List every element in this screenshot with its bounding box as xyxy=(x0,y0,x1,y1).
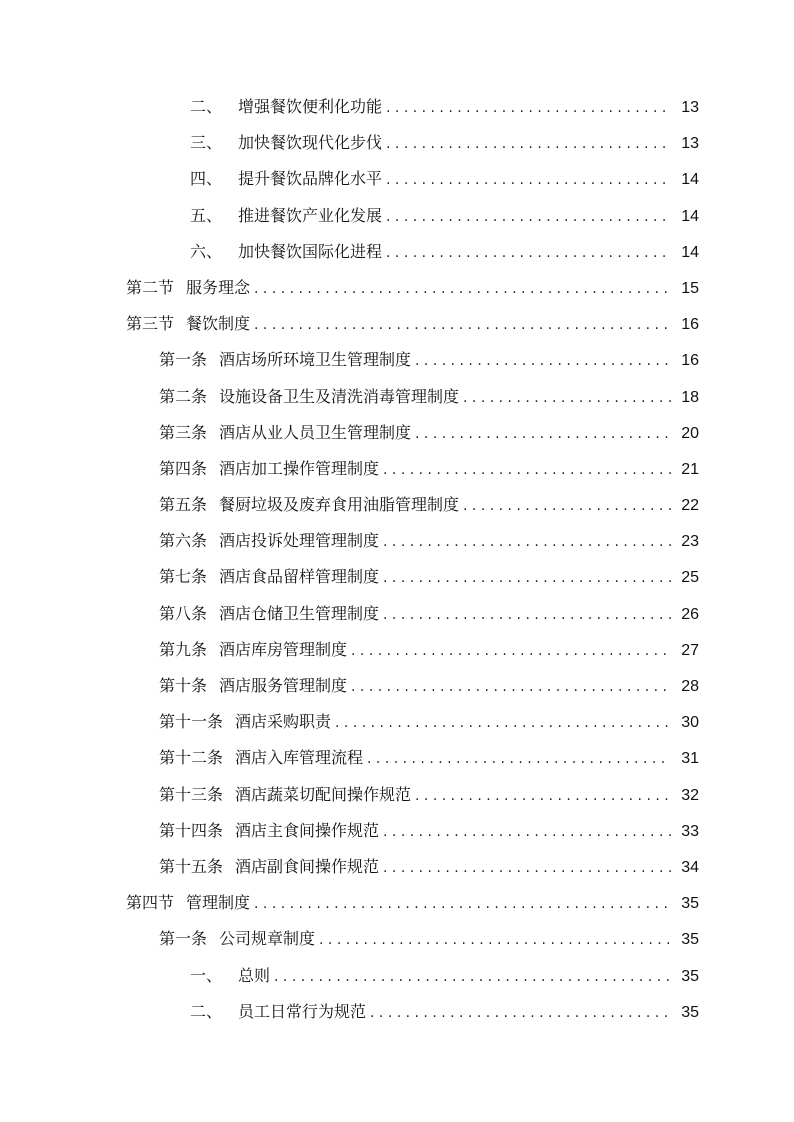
toc-entry[interactable] xyxy=(0,994,794,1030)
toc-dot-leader xyxy=(383,597,671,633)
toc-entry[interactable] xyxy=(0,958,794,994)
toc-dot-leader xyxy=(351,669,671,705)
toc-entry-label xyxy=(190,198,382,234)
toc-entry-number: 第十四条 xyxy=(159,820,224,840)
toc-entry-title: 酒店服务管理制度 xyxy=(219,676,348,695)
toc-entry-title: 酒店食品留样管理制度 xyxy=(219,567,380,587)
toc-entry[interactable] xyxy=(0,487,794,523)
toc-entry-title: 酒店副食间操作规范 xyxy=(235,856,380,876)
toc-entry-title: 推进餐饮产业化发展 xyxy=(238,205,383,225)
toc-entry-title: 酒店采购职责 xyxy=(235,712,332,732)
toc-dot-leader xyxy=(383,850,671,886)
toc-entry-number: 第十二条 xyxy=(159,748,224,768)
toc-dot-leader xyxy=(351,633,671,669)
toc-entry[interactable] xyxy=(0,740,794,776)
toc-entry-number: 第九条 xyxy=(159,639,208,659)
toc-page-number: 15 xyxy=(681,279,699,297)
toc-entry[interactable] xyxy=(0,451,794,487)
toc-dot-leader xyxy=(386,235,671,271)
toc-dot-leader xyxy=(415,343,671,379)
toc-entry-title: 酒店主食间操作规范 xyxy=(235,820,380,840)
toc-page-number: 16 xyxy=(681,352,699,370)
toc-entry-label xyxy=(159,849,379,885)
toc-page-number: 35 xyxy=(681,1003,699,1021)
toc-entry-title: 酒店蔬菜切配间操作规范 xyxy=(235,784,412,804)
toc-entry-label xyxy=(126,270,250,306)
toc-entry-title: 公司规章制度 xyxy=(219,929,316,949)
toc-dot-leader xyxy=(463,488,671,524)
toc-entry-title: 酒店库房管理制度 xyxy=(219,639,348,659)
toc-entry-title: 酒店仓储卫生管理制度 xyxy=(219,603,380,623)
toc-entry-title: 增强餐饮便利化功能 xyxy=(238,97,383,116)
toc-dot-leader xyxy=(367,741,671,777)
toc-page-number: 35 xyxy=(681,967,699,985)
toc-entry-number: 四、 xyxy=(190,169,223,189)
toc-entry-label xyxy=(190,89,382,125)
toc-entry[interactable] xyxy=(0,704,794,740)
toc-dot-leader xyxy=(383,814,671,850)
toc-entry-title: 服务理念 xyxy=(186,277,251,297)
toc-entry-label xyxy=(190,125,382,161)
toc-page-number: 33 xyxy=(681,822,699,840)
toc-dot-leader xyxy=(370,995,671,1031)
toc-entry-label xyxy=(190,958,270,994)
toc-entry-number: 第七条 xyxy=(159,567,208,587)
toc-page-number: 26 xyxy=(681,605,699,623)
toc-page-number: 13 xyxy=(681,99,699,116)
toc-entry-number: 第三节 xyxy=(126,314,175,334)
toc-entry-number: 一、 xyxy=(190,965,223,985)
toc-entry-label xyxy=(190,161,382,197)
toc-page-number: 35 xyxy=(681,931,699,949)
toc-entry-label xyxy=(190,234,382,270)
toc-entry-label xyxy=(159,379,459,415)
toc-entry[interactable] xyxy=(0,342,794,378)
toc-entry[interactable] xyxy=(0,921,794,957)
toc-entry-number: 三、 xyxy=(190,133,223,153)
toc-entry-label xyxy=(159,921,315,957)
toc-dot-leader xyxy=(319,922,671,958)
toc-entry-label xyxy=(159,559,379,595)
toc-entry-title: 加快餐饮国际化进程 xyxy=(238,241,383,261)
toc-entry-number: 第十条 xyxy=(159,676,208,695)
toc-dot-leader xyxy=(386,162,671,198)
toc-entry[interactable] xyxy=(0,559,794,595)
toc-entry[interactable] xyxy=(0,306,794,342)
toc-page-number: 30 xyxy=(681,714,699,732)
toc-entry-label xyxy=(159,777,411,813)
toc-page-number: 14 xyxy=(681,207,699,225)
toc-entry-label xyxy=(126,306,250,342)
toc-dot-leader xyxy=(254,271,671,307)
toc-entry[interactable] xyxy=(0,125,794,161)
toc-entry-label xyxy=(159,451,379,487)
toc-entry-title: 酒店入库管理流程 xyxy=(235,748,364,768)
toc-page-number: 31 xyxy=(681,750,699,768)
toc-entry-number: 第十三条 xyxy=(159,784,224,804)
toc-dot-leader xyxy=(383,560,671,596)
toc-entry-number: 二、 xyxy=(190,97,223,116)
toc-entry-label xyxy=(159,740,363,776)
toc-entry-title: 酒店加工操作管理制度 xyxy=(219,458,380,478)
toc-dot-leader xyxy=(383,524,671,560)
toc-entry[interactable] xyxy=(0,813,794,849)
toc-dot-leader xyxy=(254,886,671,922)
toc-entry[interactable] xyxy=(0,415,794,451)
toc-page-number: 28 xyxy=(681,678,699,695)
toc-entry-number: 第六条 xyxy=(159,531,208,551)
toc-entry-number: 第三条 xyxy=(159,422,208,442)
toc-entry-number: 第五条 xyxy=(159,495,208,515)
toc-entry-number: 第一条 xyxy=(159,350,208,370)
toc-entry-label xyxy=(159,415,411,451)
toc-entry-label xyxy=(159,632,347,668)
toc-dot-leader xyxy=(335,705,671,741)
toc-dot-leader xyxy=(386,199,671,235)
toc-entry-label xyxy=(159,523,379,559)
toc-entry-number: 第八条 xyxy=(159,603,208,623)
table-of-contents xyxy=(0,89,794,1030)
toc-dot-leader xyxy=(254,307,671,343)
toc-entry[interactable] xyxy=(0,161,794,197)
toc-entry-title: 总则 xyxy=(238,965,271,985)
toc-entry[interactable] xyxy=(0,849,794,885)
toc-entry-number: 第十五条 xyxy=(159,856,224,876)
toc-entry-number: 第一条 xyxy=(159,929,208,949)
toc-dot-leader xyxy=(386,90,671,126)
toc-entry[interactable] xyxy=(0,777,794,813)
toc-entry-number: 第十一条 xyxy=(159,712,224,732)
toc-entry-label xyxy=(159,668,347,704)
toc-entry[interactable] xyxy=(0,270,794,306)
toc-entry-title: 加快餐饮现代化步伐 xyxy=(238,133,383,153)
toc-page-number: 14 xyxy=(681,243,699,261)
toc-entry[interactable] xyxy=(0,523,794,559)
toc-entry-title: 酒店从业人员卫生管理制度 xyxy=(219,422,412,442)
toc-dot-leader xyxy=(415,416,671,452)
toc-entry-label xyxy=(126,885,250,921)
toc-entry-title: 设施设备卫生及清洗消毒管理制度 xyxy=(219,386,460,406)
toc-entry[interactable] xyxy=(0,668,794,704)
toc-entry-title: 酒店投诉处理管理制度 xyxy=(219,531,380,551)
toc-page-number: 22 xyxy=(681,497,699,515)
toc-entry-title: 餐厨垃圾及废弃食用油脂管理制度 xyxy=(219,495,460,515)
toc-entry[interactable] xyxy=(0,885,794,921)
toc-entry-label xyxy=(159,813,379,849)
toc-page-number: 16 xyxy=(681,316,699,334)
toc-entry[interactable] xyxy=(0,596,794,632)
toc-dot-leader xyxy=(383,452,671,488)
toc-page-number: 34 xyxy=(681,858,699,876)
toc-entry[interactable] xyxy=(0,198,794,234)
toc-entry-title: 员工日常行为规范 xyxy=(238,1001,367,1021)
toc-entry[interactable] xyxy=(0,234,794,270)
toc-entry-number: 二、 xyxy=(190,1001,223,1021)
toc-entry-number: 第四节 xyxy=(126,893,175,913)
toc-entry-number: 第四条 xyxy=(159,458,208,478)
toc-page-number: 32 xyxy=(681,786,699,804)
toc-dot-leader xyxy=(386,126,671,162)
toc-dot-leader xyxy=(415,778,671,814)
toc-dot-leader xyxy=(463,380,671,416)
toc-entry-label xyxy=(159,342,411,378)
toc-page-number: 27 xyxy=(681,641,699,659)
toc-page-number: 21 xyxy=(681,460,699,478)
toc-page-number: 25 xyxy=(681,569,699,587)
toc-entry-number: 五、 xyxy=(190,205,223,225)
toc-page-number: 14 xyxy=(681,171,699,189)
toc-entry-number: 第二条 xyxy=(159,386,208,406)
toc-entry-label xyxy=(159,596,379,632)
toc-dot-leader xyxy=(274,959,671,995)
toc-entry-label xyxy=(190,994,366,1030)
toc-page-number: 20 xyxy=(681,424,699,442)
toc-entry-title: 管理制度 xyxy=(186,893,251,913)
toc-entry[interactable] xyxy=(0,379,794,415)
toc-entry-label xyxy=(159,487,459,523)
toc-page-number: 13 xyxy=(681,135,699,153)
toc-entry-title: 提升餐饮品牌化水平 xyxy=(238,169,383,189)
toc-entry-label xyxy=(159,704,331,740)
toc-entry-number: 六、 xyxy=(190,241,223,261)
toc-entry[interactable] xyxy=(0,632,794,668)
toc-entry[interactable] xyxy=(0,89,794,125)
toc-page-number: 18 xyxy=(681,388,699,406)
toc-entry-title: 酒店场所环境卫生管理制度 xyxy=(219,350,412,370)
toc-entry-title: 餐饮制度 xyxy=(186,314,251,334)
toc-page-number: 35 xyxy=(681,895,699,913)
toc-page-number: 23 xyxy=(681,533,699,551)
toc-entry-number: 第二节 xyxy=(126,277,175,297)
